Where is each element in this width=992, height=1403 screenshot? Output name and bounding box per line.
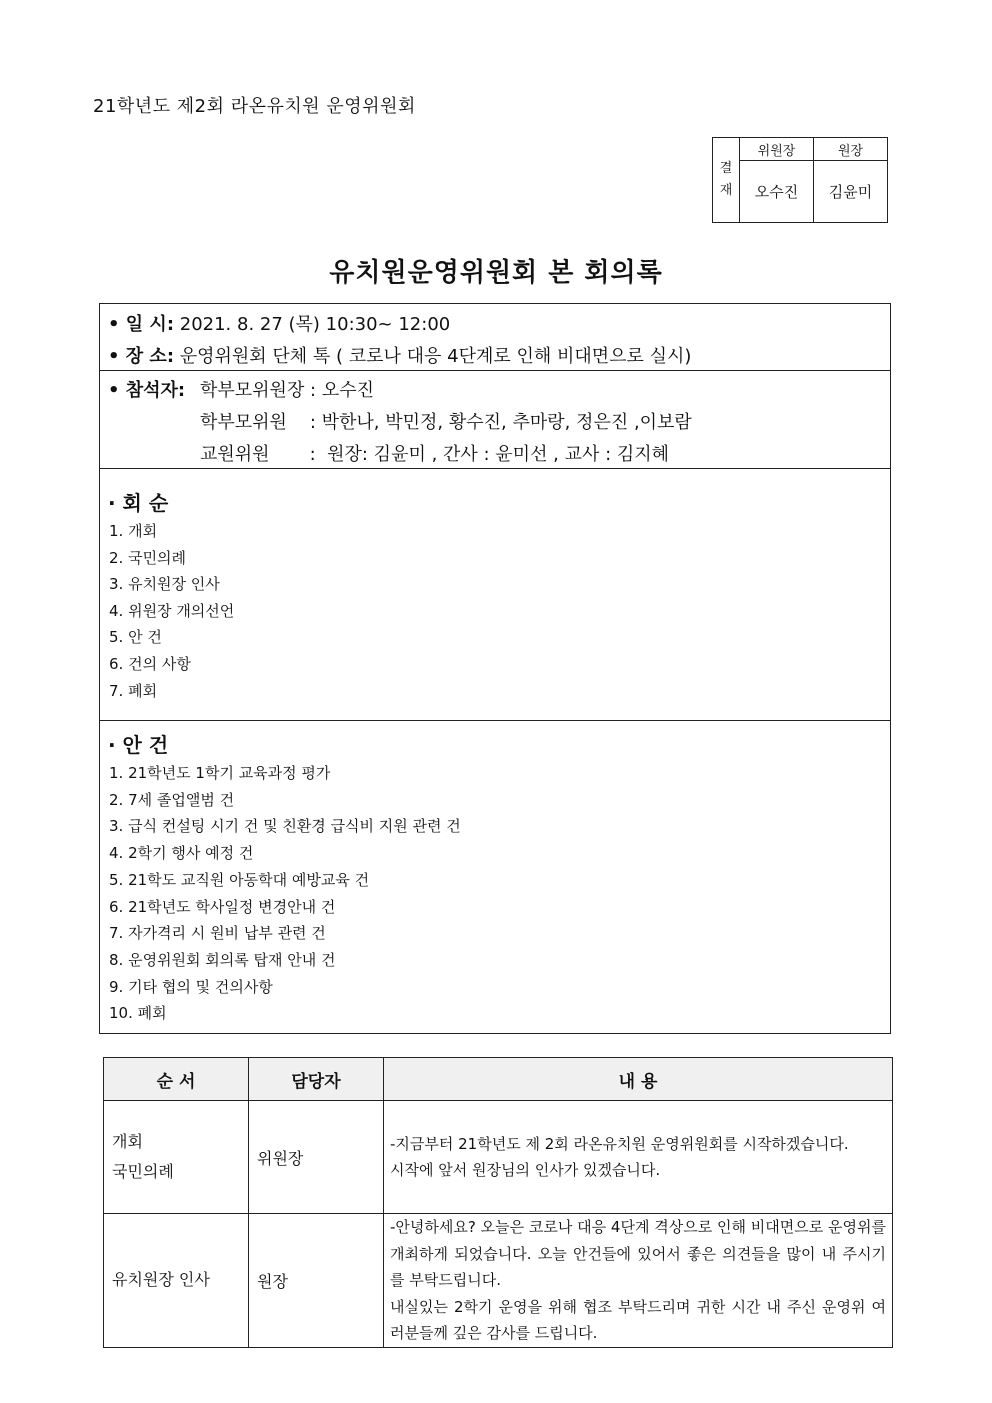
order-cell-line: 개회 bbox=[112, 1132, 143, 1151]
place-line bbox=[108, 342, 691, 368]
person-cell: 위원장 bbox=[249, 1101, 384, 1214]
meeting-info-box bbox=[99, 303, 891, 371]
list-item: 1. 21학년도 1학기 교육과정 평가 bbox=[109, 764, 331, 782]
content-paragraph: 내실있는 2학기 운영을 위해 협조 부탁드리며 귀한 시간 내 주신 운영위 여러분들께 깊은 감사를 드립니다. bbox=[390, 1297, 886, 1342]
order-cell-line: 유치원장 인사 bbox=[112, 1270, 210, 1290]
agenda-box bbox=[99, 720, 891, 1034]
approval-side-label bbox=[713, 138, 740, 223]
column-header-order: 순 서 bbox=[104, 1058, 249, 1101]
list-item: 7. 자가격리 시 원비 납부 관련 건 bbox=[109, 924, 326, 943]
attendee-row bbox=[200, 440, 669, 466]
attendees-label bbox=[108, 376, 185, 402]
approval-side-char: 결 bbox=[719, 161, 733, 176]
approval-box bbox=[712, 137, 888, 223]
order-cell bbox=[104, 1101, 249, 1214]
content-paragraph: -지금부터 21학년도 제 2회 라온유치원 운영위원회를 시작하겠습니다. bbox=[390, 1134, 849, 1153]
content-cell bbox=[384, 1214, 893, 1348]
approval-side-char: 재 bbox=[719, 183, 733, 198]
approval-title-director: 원장 bbox=[814, 138, 888, 161]
order-box bbox=[99, 468, 891, 721]
attendee-role: 교원위원 : bbox=[200, 444, 328, 465]
order-title: · 회 순 bbox=[108, 491, 169, 515]
page-title: 유치원운영위원회 본 회의록 bbox=[329, 258, 663, 288]
attendees-box bbox=[99, 370, 891, 469]
agenda-title: · 안 건 bbox=[108, 733, 169, 757]
attendee-names: 오수진 bbox=[321, 380, 375, 401]
approval-sign-chair: 오수진 bbox=[740, 161, 814, 223]
content-cell bbox=[384, 1101, 893, 1214]
attendee-names: 박한나, 박민정, 황수진, 추마랑, 정은진 ,이보람 bbox=[321, 412, 692, 433]
place-label: • 장 소: bbox=[108, 346, 175, 367]
list-item: 7. 폐회 bbox=[109, 681, 158, 700]
agenda-list bbox=[109, 760, 461, 1027]
list-item: 4. 위원장 개의선언 bbox=[109, 601, 235, 620]
order-list bbox=[109, 518, 234, 704]
proceedings-body bbox=[104, 1101, 893, 1348]
table-row bbox=[104, 1214, 893, 1348]
date-line bbox=[108, 310, 450, 336]
proceedings-table bbox=[103, 1057, 893, 1348]
list-item: 9. 기타 협의 및 건의사항 bbox=[109, 977, 273, 996]
date-label: • 일 시: bbox=[108, 314, 175, 335]
attendees-label-text: • 참석자: bbox=[108, 380, 186, 401]
list-item: 3. 유치원장 인사 bbox=[109, 575, 220, 594]
table-row bbox=[104, 1101, 893, 1214]
list-item: 8. 운영위원회 회의록 탑재 안내 건 bbox=[109, 950, 336, 969]
list-item: 1. 개회 bbox=[109, 522, 158, 540]
order-cell bbox=[104, 1214, 249, 1348]
list-item: 6. 21학년도 학사일정 변경안내 건 bbox=[109, 897, 336, 916]
list-item: 3. 급식 컨설팅 시기 건 및 친환경 급식비 지원 관련 건 bbox=[109, 817, 461, 836]
approval-sign-director: 김윤미 bbox=[814, 161, 888, 223]
list-item: 2. 국민의례 bbox=[109, 548, 187, 567]
column-header-person: 담당자 bbox=[249, 1058, 384, 1101]
list-item: 10. 폐회 bbox=[109, 1004, 167, 1023]
attendee-names: 원장: 김윤미 , 간사 : 윤미선 , 교사 : 김지혜 bbox=[327, 444, 670, 465]
order-cell-line: 국민의례 bbox=[112, 1162, 174, 1181]
list-item: 6. 건의 사항 bbox=[109, 654, 191, 673]
list-item: 5. 21학도 교직원 아동학대 예방교육 건 bbox=[109, 870, 370, 889]
person-cell: 원장 bbox=[249, 1214, 384, 1348]
attendee-role: 학부모위원 : bbox=[200, 412, 322, 433]
attendee-role: 학부모위원장 : bbox=[200, 380, 322, 401]
approval-title-chair: 위원장 bbox=[740, 138, 814, 161]
attendee-row bbox=[200, 376, 374, 402]
document-header: 21학년도 제2회 라온유치원 운영위원회 bbox=[93, 96, 416, 117]
list-item: 4. 2학기 행사 예정 건 bbox=[109, 844, 254, 863]
content-paragraph: -안녕하세요? 오늘은 코로나 대응 4단계 격상으로 인해 비대면으로 운영위를 개최하게 되었습니다. 오늘 안건들에 있어서 좋은 의견들을 많이 내 주시기를 부탁드립니다. bbox=[390, 1218, 886, 1289]
list-item: 5. 안 건 bbox=[109, 628, 162, 647]
date-value: 2021. 8. 27 (목) 10:30~ 12:00 bbox=[179, 314, 451, 335]
place-value: 운영위원회 단체 톡 ( 코로나 대응 4단계로 인해 비대면으로 실시) bbox=[179, 346, 692, 367]
attendee-row bbox=[200, 408, 692, 434]
list-item: 2. 7세 졸업앨범 건 bbox=[109, 790, 235, 809]
content-paragraph: 시작에 앞서 원장님의 인사가 있겠습니다. bbox=[390, 1161, 661, 1179]
column-header-content: 내 용 bbox=[384, 1058, 893, 1101]
